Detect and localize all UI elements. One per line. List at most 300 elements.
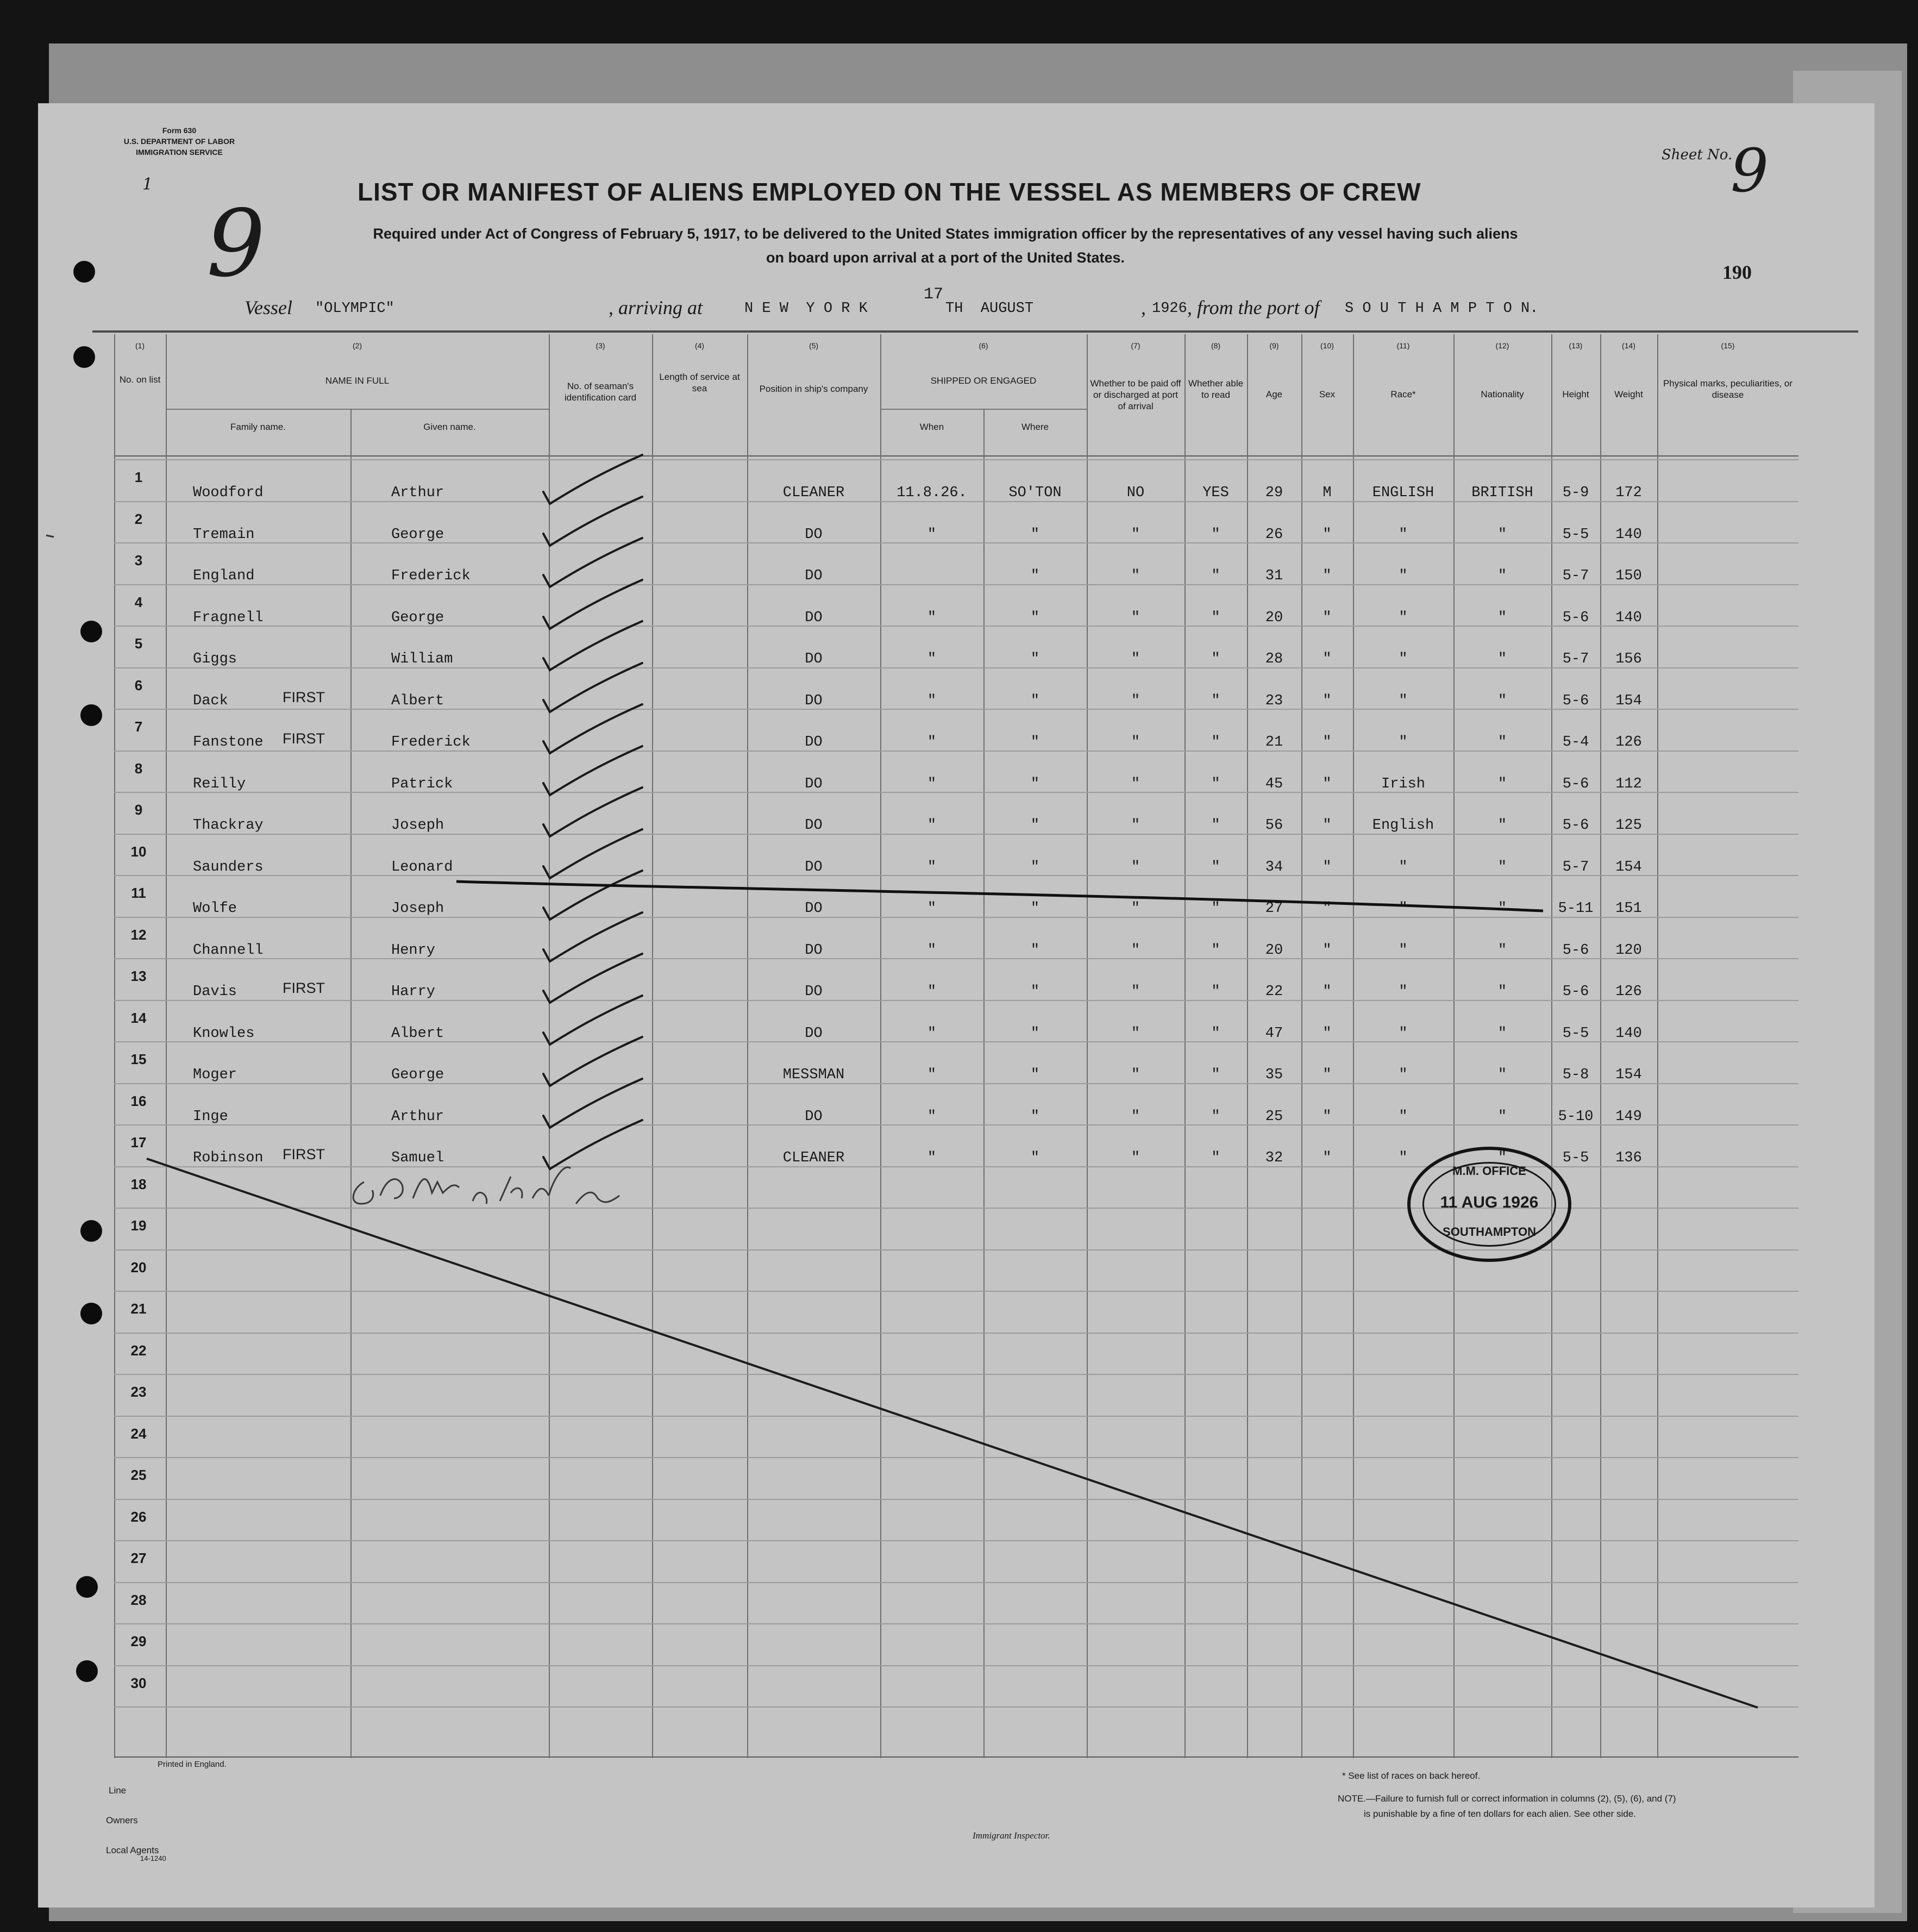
- cell-read: ": [1211, 859, 1220, 876]
- cell-given: Arthur: [391, 485, 444, 501]
- row-number: 24: [130, 1425, 147, 1442]
- cell-position: DO: [805, 859, 823, 876]
- cell-given: Albert: [391, 693, 444, 709]
- cell-weight: 140: [1615, 610, 1642, 626]
- cell-sex: ": [1322, 610, 1332, 626]
- cell-family: Woodford: [193, 485, 264, 501]
- cell-nat: ": [1497, 693, 1507, 709]
- check-mark: [543, 996, 642, 1045]
- cell-race: ": [1399, 734, 1408, 751]
- row-number: 12: [130, 927, 147, 943]
- subtitle-line-1: Required under Act of Congress of February 5, 1917, to be delivered to the United States immigration officer by the representatives of any vessel having such aliens: [373, 226, 1518, 242]
- cell-weight: 156: [1615, 651, 1642, 667]
- cell-when: 11.8.26.: [897, 485, 967, 501]
- cell-position: DO: [805, 984, 823, 1000]
- cell-weight: 151: [1615, 901, 1642, 917]
- page-title: LIST OR MANIFEST OF ALIENS EMPLOYED ON THE VESSEL AS MEMBERS OF CREW: [358, 178, 1421, 206]
- col-num: (15): [1721, 341, 1735, 350]
- year-separator: ,: [1141, 297, 1146, 318]
- cell-race: ": [1399, 1067, 1408, 1083]
- col-sex: Sex: [1319, 389, 1336, 399]
- col-shipped: SHIPPED OR ENGAGED: [930, 376, 1037, 386]
- col-num: (12): [1495, 341, 1509, 350]
- cell-nat: ": [1497, 776, 1507, 792]
- col-nationality: Nationality: [1481, 389, 1524, 399]
- cell-where: ": [1030, 776, 1040, 792]
- cell-age: 23: [1265, 693, 1283, 709]
- col-num: (13): [1569, 341, 1583, 350]
- cell-paid: ": [1131, 1150, 1140, 1166]
- stamp-top: M.M. OFFICE: [1452, 1164, 1526, 1178]
- col-physical: Physical marks, peculiarities, or disease: [1663, 378, 1793, 400]
- cell-when: ": [927, 693, 937, 709]
- col-able-read: Whether able to read: [1188, 378, 1244, 400]
- check-mark: [543, 580, 642, 629]
- cell-race: ": [1399, 527, 1408, 543]
- cell-read: ": [1211, 693, 1220, 709]
- cell-paid: NO: [1126, 485, 1145, 501]
- cell-read: ": [1211, 817, 1220, 834]
- row-number: 28: [130, 1592, 147, 1608]
- cell-family: Fanstone: [193, 734, 264, 751]
- row-number: 17: [130, 1134, 147, 1151]
- cell-height: 5-11: [1558, 901, 1594, 917]
- col-given-name: Given name.: [423, 422, 476, 432]
- cell-race: ": [1399, 942, 1408, 959]
- check-mark: [543, 538, 642, 587]
- first-class-note: FIRST: [283, 689, 325, 705]
- cell-when: ": [927, 984, 937, 1000]
- cell-given: Samuel: [391, 1150, 444, 1166]
- col-num: (5): [808, 341, 819, 350]
- check-mark: [543, 621, 642, 670]
- cell-nat: ": [1497, 1026, 1507, 1042]
- cell-paid: ": [1131, 901, 1140, 917]
- check-mark: [543, 829, 642, 878]
- check-mark: [543, 704, 642, 753]
- row-number: 5: [134, 635, 143, 652]
- cell-weight: 125: [1615, 817, 1642, 834]
- cell-sex: ": [1322, 1150, 1332, 1166]
- owners-label: Owners: [106, 1815, 138, 1825]
- cell-given: George: [391, 1067, 444, 1083]
- handwritten-number: 9: [206, 190, 266, 298]
- cell-family: Thackray: [193, 817, 264, 834]
- cell-nat: ": [1497, 1067, 1507, 1083]
- cell-sex: ": [1322, 734, 1332, 751]
- arriving-label: , arriving at: [609, 297, 703, 318]
- page-number: 190: [1722, 261, 1752, 283]
- row-number: 23: [130, 1384, 147, 1400]
- cell-height: 5-7: [1562, 651, 1589, 667]
- cell-position: DO: [805, 1026, 823, 1042]
- row-number: 6: [134, 677, 143, 693]
- col-num: (1): [135, 341, 145, 350]
- cell-sex: ": [1322, 1067, 1332, 1083]
- cell-weight: 154: [1615, 859, 1642, 876]
- cell-paid: ": [1131, 734, 1140, 751]
- cell-position: DO: [805, 901, 823, 917]
- cell-race: ": [1399, 693, 1408, 709]
- cell-nat: ": [1497, 651, 1507, 667]
- cell-where: ": [1030, 651, 1040, 667]
- cell-nat: ": [1497, 1109, 1507, 1125]
- check-mark: [543, 954, 642, 1003]
- row-number: 15: [130, 1051, 147, 1067]
- cell-race: ": [1399, 651, 1408, 667]
- cell-position: MESSMAN: [782, 1067, 845, 1083]
- cell-weight: 140: [1615, 1026, 1642, 1042]
- office-stamp: [1407, 1147, 1571, 1262]
- cell-family: Dack: [193, 693, 228, 709]
- cell-race: ": [1399, 984, 1408, 1000]
- col-num: (8): [1211, 341, 1221, 350]
- cell-paid: ": [1131, 859, 1140, 876]
- arrival-port: N E W Y O R K: [744, 301, 868, 317]
- col-name-in-full: NAME IN FULL: [325, 376, 390, 386]
- check-mark: [46, 535, 54, 537]
- cell-when: ": [927, 1067, 937, 1083]
- cell-family: Robinson: [193, 1150, 264, 1166]
- cell-height: 5-5: [1562, 1026, 1589, 1042]
- cell-when: ": [927, 527, 937, 543]
- col-num: (10): [1320, 341, 1334, 350]
- row-number: 22: [130, 1342, 147, 1359]
- form-code: 14-1240: [140, 1854, 166, 1862]
- cell-race: ": [1399, 1150, 1408, 1166]
- cell-read: ": [1211, 1067, 1220, 1083]
- cell-age: 35: [1265, 1067, 1283, 1083]
- cell-position: DO: [805, 817, 823, 834]
- cell-height: 5-5: [1562, 1150, 1589, 1166]
- cell-family: Reilly: [193, 776, 246, 792]
- cell-height: 5-8: [1562, 1067, 1589, 1083]
- row-number: 11: [131, 885, 146, 901]
- check-marks: [543, 455, 642, 1169]
- first-class-note: FIRST: [283, 980, 325, 996]
- cell-given: George: [391, 527, 444, 543]
- cell-race: ": [1399, 1109, 1408, 1125]
- cell-given: Patrick: [391, 776, 453, 792]
- row-number: 14: [130, 1010, 147, 1026]
- cell-height: 5-7: [1562, 859, 1589, 876]
- cell-family: Fragnell: [193, 610, 264, 626]
- row-number: 30: [130, 1675, 147, 1691]
- cell-paid: ": [1131, 817, 1140, 834]
- cell-when: ": [927, 734, 937, 751]
- cell-position: CLEANER: [782, 1150, 845, 1166]
- cell-paid: ": [1131, 1109, 1140, 1125]
- row-number: 1: [134, 469, 143, 485]
- cell-sex: ": [1322, 568, 1332, 584]
- cell-when: ": [927, 651, 937, 667]
- cell-age: 26: [1265, 527, 1283, 543]
- cell-race: ENGLISH: [1372, 485, 1434, 501]
- cell-age: 31: [1265, 568, 1283, 584]
- cell-sex: ": [1322, 859, 1332, 876]
- cell-read: ": [1211, 610, 1220, 626]
- cell-read: ": [1211, 1150, 1220, 1166]
- cell-sex: ": [1322, 942, 1332, 959]
- cell-nat: ": [1497, 984, 1507, 1000]
- cell-sex: M: [1322, 485, 1332, 501]
- department: U.S. DEPARTMENT OF LABOR: [123, 137, 235, 146]
- cell-when: ": [927, 942, 937, 959]
- col-height: Height: [1562, 389, 1589, 399]
- check-mark: [543, 746, 642, 795]
- cell-weight: 126: [1615, 734, 1642, 751]
- cell-nat: ": [1497, 568, 1507, 584]
- printed-note: Printed in England.: [158, 1760, 227, 1769]
- inspector-label: Immigrant Inspector.: [973, 1830, 1050, 1841]
- cell-position: DO: [805, 776, 823, 792]
- col-num: (9): [1269, 341, 1279, 350]
- check-mark: [543, 1120, 642, 1169]
- arrival-year: 1926: [1152, 301, 1187, 317]
- cell-where: ": [1030, 901, 1040, 917]
- check-mark: [543, 455, 642, 504]
- col-no-on-list: No. on list: [119, 374, 161, 385]
- cell-race: English: [1372, 817, 1434, 834]
- stamp-bottom: SOUTHAMPTON: [1443, 1225, 1536, 1239]
- cell-nat: BRITISH: [1471, 485, 1533, 501]
- col-num: (2): [352, 341, 362, 350]
- cell-nat: ": [1497, 527, 1507, 543]
- cell-sex: ": [1322, 1026, 1332, 1042]
- cell-read: ": [1211, 651, 1220, 667]
- cell-height: 5-6: [1562, 817, 1589, 834]
- cell-read: ": [1211, 942, 1220, 959]
- cell-where: ": [1030, 610, 1040, 626]
- cell-read: ": [1211, 1109, 1220, 1125]
- arrival-month: TH AUGUST: [945, 301, 1034, 317]
- row-number: 13: [130, 968, 147, 984]
- cell-position: DO: [805, 651, 823, 667]
- check-mark: [543, 497, 642, 546]
- cell-read: ": [1211, 984, 1220, 1000]
- cell-weight: 136: [1615, 1150, 1642, 1166]
- cell-race: Irish: [1381, 776, 1425, 792]
- cell-paid: ": [1131, 984, 1140, 1000]
- cell-height: 5-6: [1562, 776, 1589, 792]
- col-when: When: [919, 422, 944, 432]
- cell-sex: ": [1322, 1109, 1332, 1125]
- cell-sex: ": [1322, 984, 1332, 1000]
- col-position: Position in ship's company: [759, 384, 868, 394]
- cell-sex: ": [1322, 901, 1332, 917]
- row-number: 21: [130, 1300, 147, 1317]
- cell-age: 32: [1265, 1150, 1283, 1166]
- cell-position: DO: [805, 527, 823, 543]
- cell-family: Moger: [193, 1067, 237, 1083]
- cell-read: ": [1211, 527, 1220, 543]
- cell-height: 5-6: [1562, 942, 1589, 959]
- cell-paid: ": [1131, 693, 1140, 709]
- row-number: 10: [130, 843, 147, 860]
- row-number: 25: [130, 1467, 147, 1483]
- cell-family: Inge: [193, 1109, 228, 1125]
- cell-given: Leonard: [391, 859, 453, 876]
- cell-race: ": [1399, 859, 1408, 876]
- cell-given: Frederick: [391, 568, 471, 584]
- cell-age: 47: [1265, 1026, 1283, 1042]
- cell-given: Frederick: [391, 734, 471, 751]
- from-label: , from the port of: [1187, 297, 1320, 318]
- cell-nat: ": [1497, 942, 1507, 959]
- cell-age: 21: [1265, 734, 1283, 751]
- cell-where: ": [1030, 1150, 1040, 1166]
- arrival-day: 17: [924, 285, 944, 304]
- cell-sex: ": [1322, 527, 1332, 543]
- col-num: (4): [694, 341, 705, 350]
- cell-where: ": [1030, 1067, 1040, 1083]
- row-number: 20: [130, 1259, 147, 1276]
- service: IMMIGRATION SERVICE: [136, 148, 223, 157]
- col-weight: Weight: [1614, 389, 1643, 399]
- cell-where: ": [1030, 817, 1040, 834]
- row-number: 2: [134, 511, 143, 527]
- cell-nat: ": [1497, 734, 1507, 751]
- cell-weight: 149: [1615, 1109, 1642, 1125]
- cell-when: ": [927, 1150, 937, 1166]
- cell-family: Wolfe: [193, 901, 237, 917]
- cell-family: Knowles: [193, 1026, 255, 1042]
- col-num: (7): [1131, 341, 1140, 350]
- row-number: 26: [130, 1509, 147, 1525]
- cell-position: DO: [805, 610, 823, 626]
- cell-weight: 120: [1615, 942, 1642, 959]
- cell-family: Channell: [193, 942, 264, 959]
- row-number: 27: [130, 1550, 147, 1566]
- col-num: (3): [596, 341, 605, 350]
- cell-position: DO: [805, 568, 823, 584]
- col-race: Race*: [1390, 389, 1416, 399]
- cell-read: YES: [1202, 485, 1229, 501]
- cell-read: ": [1211, 776, 1220, 792]
- penalty-note-2: is punishable by a fine of ten dollars for each alien. See other side.: [1364, 1809, 1636, 1819]
- cell-when: ": [927, 817, 937, 834]
- sheet-number: 9: [1731, 136, 1769, 205]
- cell-read: ": [1211, 568, 1220, 584]
- penalty-note-1: NOTE.—Failure to furnish full or correct information in columns (2), (5), (6), and (7): [1338, 1793, 1676, 1804]
- cell-paid: ": [1131, 568, 1140, 584]
- agents-label: Local Agents: [106, 1845, 159, 1855]
- cell-sex: ": [1322, 651, 1332, 667]
- cell-given: Albert: [391, 1026, 444, 1042]
- row-number: 29: [130, 1633, 147, 1649]
- cell-sex: ": [1322, 776, 1332, 792]
- cell-read: ": [1211, 901, 1220, 917]
- cell-where: ": [1030, 942, 1040, 959]
- cell-weight: 140: [1615, 527, 1642, 543]
- race-note: * See list of races on back hereof.: [1342, 1771, 1481, 1781]
- cell-where: ": [1030, 984, 1040, 1000]
- cell-given: Joseph: [391, 817, 444, 834]
- cell-age: 29: [1265, 485, 1283, 501]
- cell-nat: ": [1497, 817, 1507, 834]
- cell-read: ": [1211, 734, 1220, 751]
- cell-given: George: [391, 610, 444, 626]
- cell-given: Arthur: [391, 1109, 444, 1125]
- row-number: 7: [134, 718, 143, 735]
- signature: [353, 1167, 619, 1204]
- cell-height: 5-6: [1562, 984, 1589, 1000]
- cell-where: SO'TON: [1008, 485, 1062, 501]
- check-mark: [543, 912, 642, 961]
- cell-age: 45: [1265, 776, 1283, 792]
- cell-age: 28: [1265, 651, 1283, 667]
- cell-nat: ": [1497, 1150, 1507, 1166]
- col-id-card: No. of seaman's identification card: [564, 381, 637, 403]
- cell-position: DO: [805, 734, 823, 751]
- cell-height: 5-5: [1562, 527, 1589, 543]
- cell-family: England: [193, 568, 255, 584]
- cell-paid: ": [1131, 527, 1140, 543]
- cell-sex: ": [1322, 817, 1332, 834]
- cell-where: ": [1030, 1026, 1040, 1042]
- row-number: 4: [134, 594, 143, 610]
- check-mark: [543, 1079, 642, 1128]
- line-label: Line: [109, 1785, 127, 1796]
- cell-paid: ": [1131, 776, 1140, 792]
- cell-when: ": [927, 776, 937, 792]
- cell-height: 5-4: [1562, 734, 1589, 751]
- cell-weight: 154: [1615, 693, 1642, 709]
- cell-age: 56: [1265, 817, 1283, 834]
- sheet-label: Sheet No.: [1662, 147, 1733, 163]
- col-num: (14): [1622, 341, 1635, 350]
- vessel-name: "OLYMPIC": [315, 301, 394, 317]
- cell-nat: ": [1497, 901, 1507, 917]
- cell-paid: ": [1131, 610, 1140, 626]
- check-mark: [543, 871, 642, 920]
- col-num: (6): [979, 341, 988, 350]
- cell-height: 5-10: [1558, 1109, 1594, 1125]
- cell-age: 22: [1265, 984, 1283, 1000]
- first-class-note: FIRST: [283, 730, 325, 747]
- cell-weight: 172: [1615, 485, 1642, 501]
- cell-race: ": [1399, 1026, 1408, 1042]
- cell-when: ": [927, 901, 937, 917]
- cell-when: ": [927, 1026, 937, 1042]
- vessel-label: Vessel: [245, 297, 292, 318]
- cell-height: 5-9: [1562, 485, 1589, 501]
- cell-height: 5-7: [1562, 568, 1589, 584]
- col-family-name: Family name.: [230, 422, 286, 432]
- cell-position: CLEANER: [782, 485, 845, 501]
- cell-where: ": [1030, 527, 1040, 543]
- row-number: 8: [134, 760, 143, 777]
- cell-paid: ": [1131, 942, 1140, 959]
- cell-family: Tremain: [193, 527, 255, 543]
- cell-where: ": [1030, 568, 1040, 584]
- cell-read: ": [1211, 1026, 1220, 1042]
- col-service: Length of service at sea: [659, 372, 740, 393]
- cell-where: ": [1030, 859, 1040, 876]
- cell-position: DO: [805, 1109, 823, 1125]
- row-number: 19: [130, 1217, 147, 1234]
- cell-when: ": [927, 1109, 937, 1125]
- stamp-date: 11 AUG 1926: [1440, 1193, 1539, 1211]
- cell-paid: ": [1131, 651, 1140, 667]
- cell-weight: 150: [1615, 568, 1642, 584]
- cell-where: ": [1030, 1109, 1040, 1125]
- cell-paid: ": [1131, 1026, 1140, 1042]
- cell-given: Harry: [391, 984, 436, 1000]
- check-mark: [543, 787, 642, 836]
- cell-nat: ": [1497, 610, 1507, 626]
- subtitle-line-2: on board upon arrival at a port of the United States.: [766, 249, 1125, 266]
